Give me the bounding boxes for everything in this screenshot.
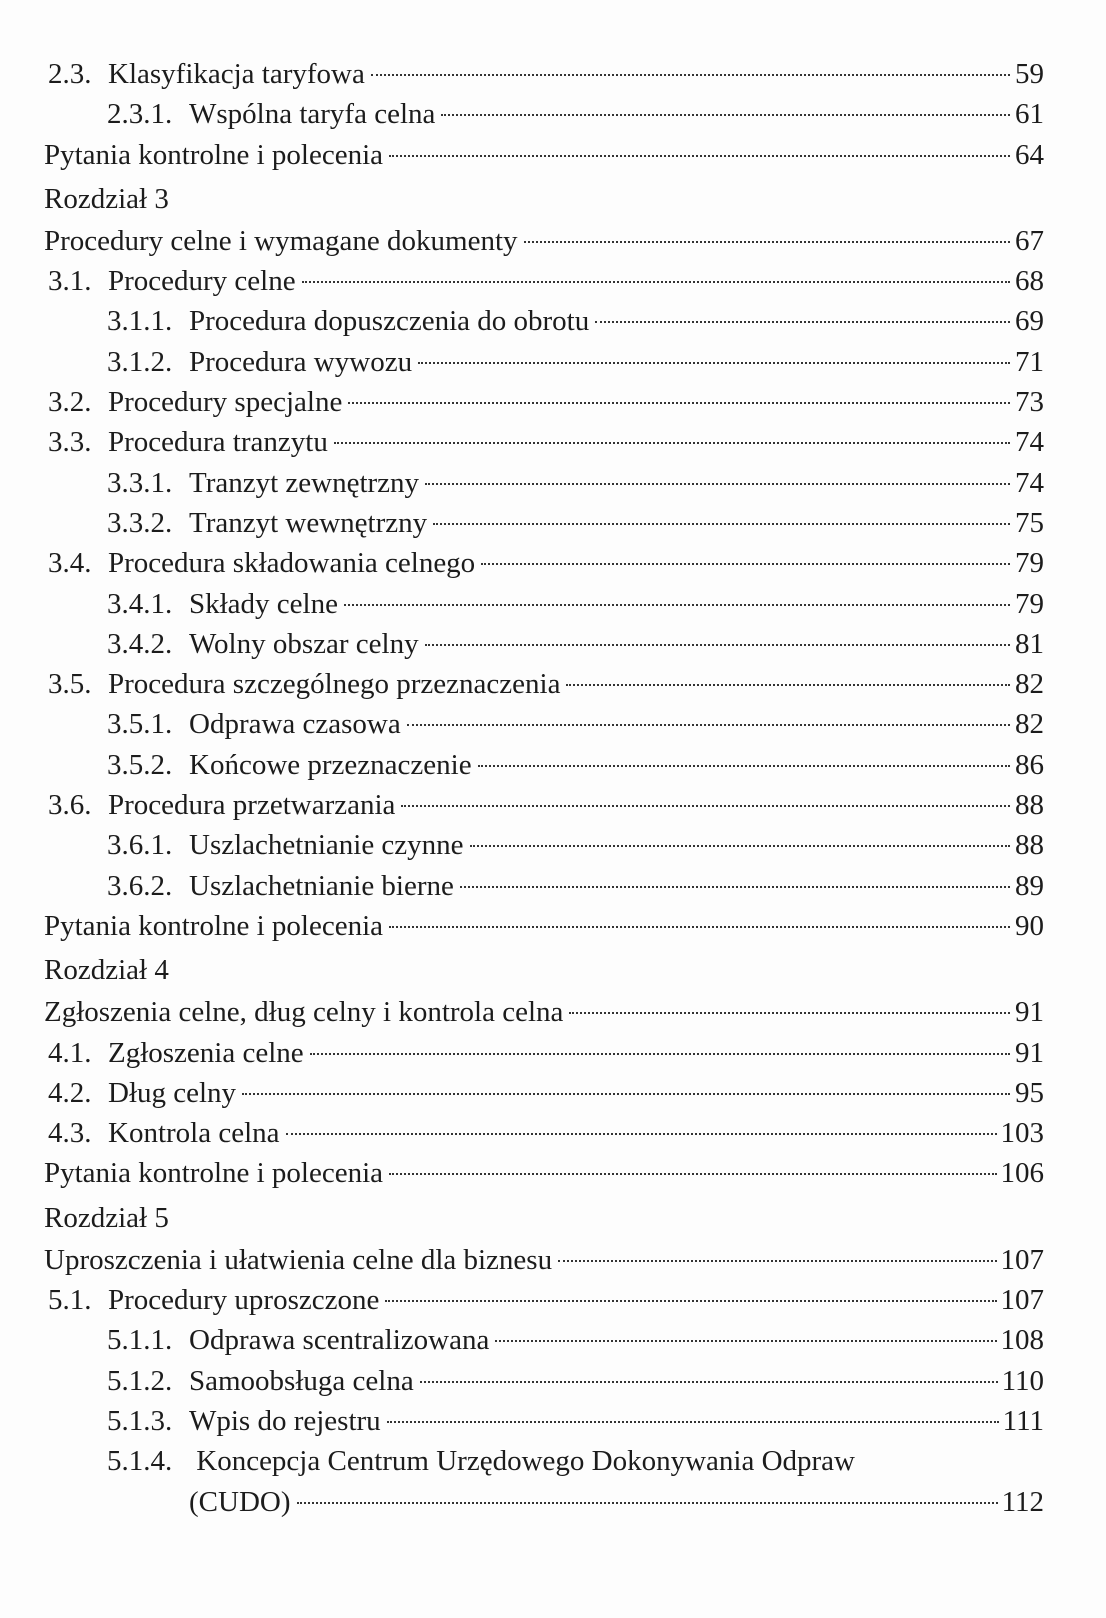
toc-entry-multiline bbox=[44, 1441, 1044, 1481]
dot-leader bbox=[242, 1093, 1010, 1095]
toc-entry bbox=[44, 1320, 1044, 1360]
toc-entry-page: 88 bbox=[1015, 829, 1044, 862]
toc-entry-title: Kontrola celna bbox=[108, 1117, 280, 1150]
toc-entry-number: 3.3. bbox=[48, 426, 92, 459]
toc-entry-title: Procedury celne bbox=[108, 265, 296, 298]
dot-leader bbox=[481, 563, 1010, 565]
toc-entry-title: Odprawa czasowa bbox=[189, 708, 401, 741]
toc-entry-page: 107 bbox=[1000, 1243, 1044, 1276]
toc-entry-title: Wolny obszar celny bbox=[189, 627, 419, 660]
toc-entry-title: Dług celny bbox=[108, 1076, 237, 1109]
toc-entry bbox=[44, 906, 1044, 946]
toc-entry-number: 3.4.2. bbox=[107, 627, 173, 660]
toc-entry-number: 3.1.2. bbox=[107, 345, 173, 378]
toc-entry-number: 5.1.2. bbox=[107, 1364, 173, 1397]
toc-entry-page: 90 bbox=[1015, 909, 1044, 942]
toc-entry-number: 2.3.1. bbox=[107, 98, 173, 131]
dot-leader bbox=[344, 604, 1010, 606]
toc-entry-page: 74 bbox=[1015, 426, 1044, 459]
dot-leader bbox=[495, 1340, 996, 1342]
dot-leader bbox=[348, 402, 1010, 404]
table-of-contents bbox=[44, 54, 1044, 1522]
toc-entry-page: 110 bbox=[1001, 1364, 1044, 1397]
toc-entry bbox=[44, 866, 1044, 906]
toc-entry-page: 95 bbox=[1015, 1076, 1044, 1109]
toc-entry-page: 107 bbox=[1000, 1284, 1044, 1317]
toc-entry-number: 3.1. bbox=[48, 265, 92, 298]
toc-entry-title: Pytania kontrolne i polecenia bbox=[44, 909, 384, 942]
chapter-3-entries bbox=[44, 221, 1044, 946]
toc-entry-title: Tranzyt zewnętrzny bbox=[189, 466, 420, 499]
toc-entry bbox=[44, 382, 1044, 422]
toc-entry bbox=[44, 422, 1044, 462]
toc-entry bbox=[44, 704, 1044, 744]
dot-leader bbox=[478, 765, 1010, 767]
toc-entry-number: 3.1.1. bbox=[107, 305, 173, 338]
toc-entry-page: 91 bbox=[1015, 1036, 1044, 1069]
toc-entry-page: 69 bbox=[1015, 305, 1044, 338]
toc-entry-number: 3.5.1. bbox=[107, 708, 173, 741]
toc-entry bbox=[44, 1033, 1044, 1073]
toc-entry-number: 4.1. bbox=[48, 1036, 92, 1069]
toc-entry-number: 2.3. bbox=[48, 58, 92, 90]
toc-entry-page: 81 bbox=[1015, 627, 1044, 660]
dot-leader bbox=[595, 321, 1010, 323]
toc-entry-title: Procedura składowania celnego bbox=[108, 547, 476, 580]
toc-entry bbox=[44, 94, 1044, 134]
toc-entry-title: Odprawa scentralizowana bbox=[189, 1324, 490, 1357]
toc-entry-title: Procedury specjalne bbox=[108, 386, 343, 419]
chapter-label: Rozdział 5 bbox=[44, 1201, 169, 1234]
toc-entry-title: Składy celne bbox=[189, 587, 338, 620]
toc-entry-number: 4.2. bbox=[48, 1076, 92, 1109]
toc-entry bbox=[44, 1401, 1044, 1441]
dot-leader bbox=[425, 644, 1010, 646]
toc-entry-number: 5.1.4. bbox=[107, 1445, 173, 1478]
dot-leader bbox=[566, 684, 1010, 686]
toc-entry bbox=[44, 825, 1044, 865]
toc-entry-title: Zgłoszenia celne bbox=[108, 1036, 304, 1069]
toc-entry-page: 103 bbox=[1000, 1117, 1044, 1150]
toc-entry bbox=[44, 624, 1044, 664]
toc-entry-number: 3.2. bbox=[48, 386, 92, 419]
toc-entry-title: Końcowe przeznaczenie bbox=[189, 748, 472, 781]
toc-entry-title: Koncepcja Centrum Urzędowego Dokonywania Odpraw bbox=[196, 1445, 855, 1478]
toc-entry-number: 3.5. bbox=[48, 668, 92, 701]
dot-leader bbox=[470, 845, 1010, 847]
toc-entry-number: 3.6. bbox=[48, 789, 92, 822]
toc-entry bbox=[44, 135, 1044, 175]
dot-leader bbox=[418, 362, 1010, 364]
dot-leader bbox=[569, 1012, 1010, 1014]
dot-leader bbox=[441, 114, 1010, 116]
toc-entry-continuation bbox=[44, 1482, 1044, 1522]
toc-entry bbox=[44, 54, 1044, 94]
dot-leader bbox=[297, 1502, 998, 1504]
toc-entry bbox=[44, 992, 1044, 1032]
toc-entry-title: Procedury uproszczone bbox=[108, 1284, 380, 1317]
toc-entry bbox=[44, 463, 1044, 503]
toc-entry bbox=[44, 221, 1044, 261]
chapter-4-entries bbox=[44, 992, 1044, 1193]
toc-entry bbox=[44, 584, 1044, 624]
toc-entry-title: Zgłoszenia celne, dług celny i kontrola celna bbox=[44, 996, 564, 1029]
toc-entry-page: 79 bbox=[1015, 587, 1044, 620]
toc-entry-number: 3.3.2. bbox=[107, 506, 173, 539]
toc-entry-page: 61 bbox=[1015, 98, 1044, 131]
toc-entry-page: 75 bbox=[1015, 506, 1044, 539]
toc-entry-title: Procedura wywozu bbox=[189, 345, 413, 378]
dot-leader bbox=[420, 1381, 998, 1383]
toc-entry bbox=[44, 745, 1044, 785]
toc-entry-title: Uproszczenia i ułatwienia celne dla biznesu bbox=[44, 1243, 553, 1276]
chapter-label: Rozdział 4 bbox=[44, 954, 169, 987]
toc-entry-page: 64 bbox=[1015, 138, 1044, 171]
toc-entry bbox=[44, 785, 1044, 825]
toc-entry bbox=[44, 1113, 1044, 1153]
dot-leader bbox=[389, 1173, 996, 1175]
toc-entry-page: 89 bbox=[1015, 869, 1044, 902]
dot-leader bbox=[286, 1133, 997, 1135]
toc-entry bbox=[44, 1240, 1044, 1280]
toc-entry-number: 3.4.1. bbox=[107, 587, 173, 620]
dot-leader bbox=[371, 74, 1010, 76]
toc-entry-title: Samoobsługa celna bbox=[189, 1364, 414, 1397]
dot-leader bbox=[401, 805, 1010, 807]
chapter-5-entries bbox=[44, 1240, 1044, 1441]
dot-leader bbox=[460, 886, 1010, 888]
toc-entry-title-continued: (CUDO) bbox=[189, 1485, 291, 1518]
toc-entry-title: Procedura przetwarzania bbox=[108, 789, 396, 822]
toc-entry-title: Procedura tranzytu bbox=[108, 426, 328, 459]
toc-entry-title: Pytania kontrolne i polecenia bbox=[44, 1157, 384, 1190]
toc-entry-page: 108 bbox=[1000, 1324, 1044, 1357]
toc-entry-page: 73 bbox=[1015, 386, 1044, 419]
toc-entry bbox=[44, 342, 1044, 382]
toc-entry-title: Wpis do rejestru bbox=[189, 1404, 381, 1437]
toc-entry bbox=[44, 301, 1044, 341]
dot-leader bbox=[407, 724, 1010, 726]
dot-leader bbox=[334, 442, 1010, 444]
toc-entry bbox=[44, 1073, 1044, 1113]
toc-entry-number: 3.4. bbox=[48, 547, 92, 580]
dot-leader bbox=[433, 523, 1010, 525]
toc-entry-number: 5.1.3. bbox=[107, 1404, 173, 1437]
toc-entry-page: 79 bbox=[1015, 547, 1044, 580]
toc-entry-page: 59 bbox=[1015, 58, 1044, 90]
toc-entry-title: Pytania kontrolne i polecenia bbox=[44, 138, 384, 171]
dot-leader bbox=[524, 241, 1010, 243]
dot-leader bbox=[387, 1421, 999, 1423]
toc-entry bbox=[44, 1280, 1044, 1320]
toc-entry-number: 3.5.2. bbox=[107, 748, 173, 781]
toc-entry-page: 82 bbox=[1015, 708, 1044, 741]
dot-leader bbox=[389, 155, 1010, 157]
dot-leader bbox=[385, 1300, 996, 1302]
toc-entry-title: Uszlachetnianie czynne bbox=[189, 829, 464, 862]
toc-entry-number: 4.3. bbox=[48, 1117, 92, 1150]
toc-entry-page: 68 bbox=[1015, 265, 1044, 298]
toc-entry-page: 74 bbox=[1015, 466, 1044, 499]
toc-entry-title: Procedura szczególnego przeznaczenia bbox=[108, 668, 561, 701]
dot-leader bbox=[310, 1053, 1010, 1055]
toc-entry-page: 112 bbox=[1001, 1485, 1044, 1518]
toc-entry bbox=[44, 664, 1044, 704]
toc-entry-page: 67 bbox=[1015, 224, 1044, 257]
toc-entry-page: 111 bbox=[1002, 1404, 1044, 1437]
toc-entry-page: 86 bbox=[1015, 748, 1044, 781]
dot-leader bbox=[302, 281, 1010, 283]
toc-entry-number: 3.3.1. bbox=[107, 466, 173, 499]
toc-entry-number: 5.1.1. bbox=[107, 1324, 173, 1357]
dot-leader bbox=[425, 483, 1010, 485]
toc-entry-title: Uszlachetnianie bierne bbox=[189, 869, 454, 902]
toc-entry bbox=[44, 1153, 1044, 1193]
toc-entry-number: 3.6.1. bbox=[107, 829, 173, 862]
toc-entry-title: Tranzyt wewnętrzny bbox=[189, 506, 428, 539]
chapter-label: Rozdział 3 bbox=[44, 182, 169, 215]
toc-entry-page: 106 bbox=[1000, 1157, 1044, 1190]
toc-entry-number: 3.6.2. bbox=[107, 869, 173, 902]
toc-entry bbox=[44, 503, 1044, 543]
toc-entry-page: 71 bbox=[1015, 345, 1044, 378]
dot-leader bbox=[389, 926, 1010, 928]
toc-entry-title: Procedury celne i wymagane dokumenty bbox=[44, 224, 518, 257]
toc-entry bbox=[44, 1361, 1044, 1401]
toc-entry-number: 5.1. bbox=[48, 1284, 92, 1317]
toc-entry-title: Wspólna taryfa celna bbox=[189, 98, 436, 131]
dot-leader bbox=[558, 1260, 996, 1262]
toc-entry-title: Klasyfikacja taryfowa bbox=[108, 58, 365, 90]
toc-entry bbox=[44, 543, 1044, 583]
toc-entry-title: Procedura dopuszczenia do obrotu bbox=[189, 305, 590, 338]
toc-entry bbox=[44, 261, 1044, 301]
toc-entry-page: 88 bbox=[1015, 789, 1044, 822]
toc-entry-page: 91 bbox=[1015, 996, 1044, 1029]
toc-entry-page: 82 bbox=[1015, 668, 1044, 701]
